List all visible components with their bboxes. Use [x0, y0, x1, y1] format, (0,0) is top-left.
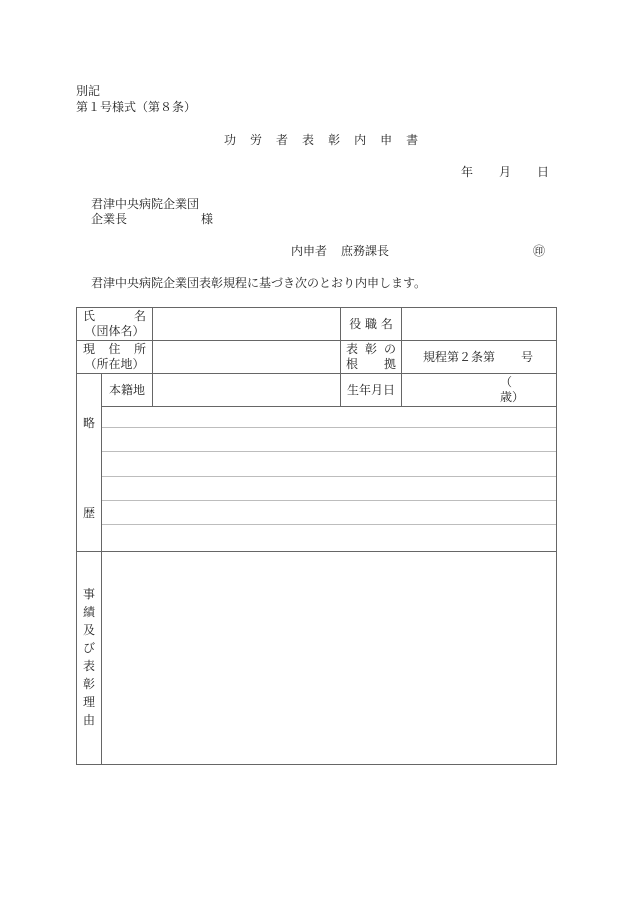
basis-label-char: 彰: [365, 342, 378, 356]
resume-label-bottom: 歴: [82, 506, 95, 520]
row-address: [77, 341, 557, 374]
row-name: [77, 308, 557, 341]
applicant-title: 庶務課長: [341, 244, 390, 258]
row-domicile: [77, 374, 557, 407]
age-close: 歳）: [500, 390, 525, 404]
basis-label-char: 根: [346, 357, 359, 371]
resume-line: [102, 451, 556, 452]
addressee-title: 企業長: [91, 212, 128, 226]
reason-label-char: び: [82, 641, 95, 655]
reason-label-char: 事: [82, 587, 95, 601]
addressee-honorific: 様: [201, 212, 214, 226]
resume-label-top: 略: [82, 416, 95, 430]
name-field[interactable]: [153, 308, 341, 341]
resume-line: [102, 500, 556, 501]
date-month: 月: [499, 165, 512, 179]
resume-line: [102, 427, 556, 428]
applicant-label: 内申者: [291, 244, 328, 258]
reason-label-char: 彰: [82, 677, 95, 691]
date-line: [461, 165, 549, 179]
title-char: 彰: [328, 133, 341, 147]
appendix-label: 別記: [76, 84, 101, 98]
name-label-1: 氏: [83, 309, 96, 323]
reason-label-char: 表: [82, 659, 95, 673]
title-char: 功: [224, 133, 237, 147]
name-label-sub: （団体名）: [84, 324, 145, 338]
intro-text: 君津中央病院企業団表彰規程に基づき次のとおり内申します。: [91, 276, 427, 290]
reason-label-char: 及: [82, 623, 95, 637]
basis-suffix: 号: [521, 349, 534, 364]
basis-field[interactable]: [402, 341, 557, 374]
title-char: 者: [276, 133, 289, 147]
basis-prefix: 規程第２条第: [423, 349, 496, 364]
reason-label-char: 績: [82, 605, 95, 619]
position-label: 役 職 名: [341, 308, 402, 341]
title-char: 内: [354, 133, 367, 147]
title-char: 申: [380, 133, 393, 147]
form-number: 第１号様式（第８条）: [76, 100, 197, 114]
document-title: [224, 133, 432, 147]
basis-label-char: 拠: [384, 357, 397, 371]
row-reason: [77, 552, 557, 765]
reason-label-char: 由: [82, 713, 95, 727]
date-year: 年: [461, 165, 474, 179]
address-label-char: 所: [134, 342, 147, 356]
reason-field[interactable]: [102, 552, 557, 765]
resume-label-cell: [77, 374, 102, 552]
addressee-org: 君津中央病院企業団: [91, 197, 200, 211]
address-label-char: 現: [83, 342, 96, 356]
domicile-label: 本籍地: [102, 374, 153, 407]
address-label-cell: [77, 341, 153, 374]
name-label-cell: [77, 308, 153, 341]
resume-field[interactable]: [102, 407, 557, 552]
seal-mark: ㊞: [533, 244, 546, 258]
reason-label-cell: [77, 552, 102, 765]
title-char: 書: [406, 133, 419, 147]
birth-label: 生年月日: [341, 374, 402, 407]
resume-line: [102, 524, 556, 525]
address-field[interactable]: [153, 341, 341, 374]
age-open: （: [500, 375, 513, 389]
address-label-sub: （所在地）: [84, 357, 145, 371]
basis-label-cell: [341, 341, 402, 374]
award-form-table: [76, 307, 557, 765]
address-label-char: 住: [108, 342, 121, 356]
title-char: 労: [250, 133, 263, 147]
name-label-2: 名: [134, 309, 147, 323]
resume-line: [102, 476, 556, 477]
date-day: 日: [537, 165, 550, 179]
row-resume: [77, 407, 557, 552]
birth-field[interactable]: [402, 374, 557, 407]
title-char: 表: [302, 133, 315, 147]
basis-label-char: 表: [346, 342, 359, 356]
domicile-field[interactable]: [153, 374, 341, 407]
basis-label-char: の: [383, 342, 396, 356]
reason-label-char: 理: [82, 695, 95, 709]
position-field[interactable]: [402, 308, 557, 341]
